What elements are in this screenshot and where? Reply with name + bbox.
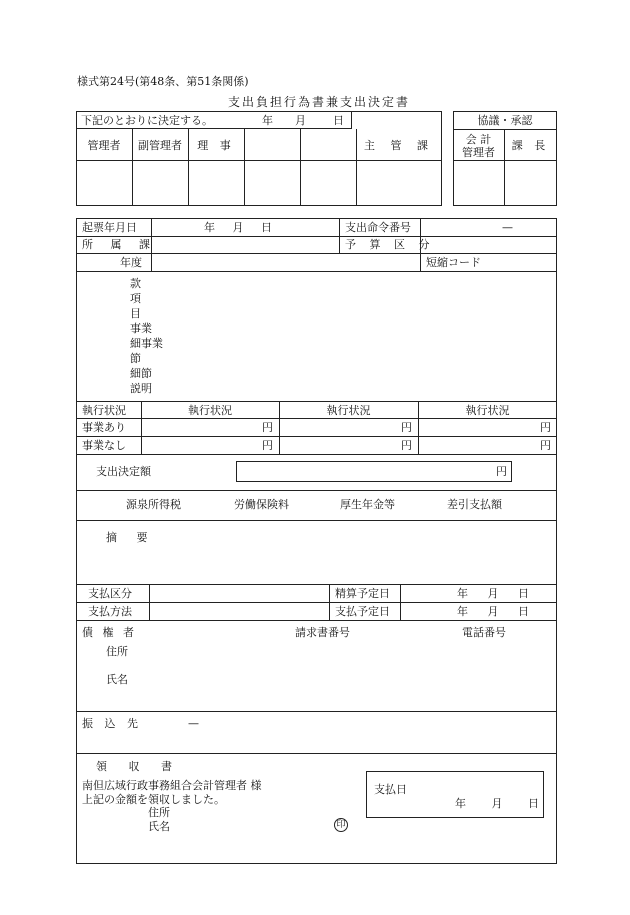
draft-date-label: 起票年月日 — [82, 221, 137, 234]
settlement-date-label: 精算予定日 — [335, 587, 390, 600]
transfer-label: 振 込 先 — [82, 717, 142, 730]
invoice-no-label: 請求書番号 — [295, 626, 350, 639]
decision-text: 下記のとおりに決定する。 — [81, 114, 213, 127]
seal-icon: 印 — [334, 818, 348, 832]
council-title: 協議・承認 — [477, 114, 533, 127]
council-col-0: 会 計 管理者 — [462, 133, 495, 159]
payment-date-value: 年 月 日 — [457, 605, 537, 618]
exec-col-1: 執行状況 — [326, 404, 371, 417]
transfer-value: — — [188, 717, 199, 730]
exec-status-label: 執行状況 — [82, 404, 126, 417]
decision-amount-field[interactable] — [236, 461, 512, 482]
yen-0-1: 円 — [401, 421, 412, 434]
phone-label: 電話番号 — [462, 626, 506, 639]
approver-0: 管理者 — [87, 139, 121, 152]
budget-label: 予 算 区 分 — [345, 238, 435, 251]
pay-date-value: 年 月 日 — [455, 797, 550, 810]
exec-col-2: 執行状況 — [465, 404, 510, 417]
approver-2: 理 事 — [197, 139, 235, 152]
exec-row-0: 事業あり — [82, 421, 126, 434]
approver-1: 副管理者 — [138, 139, 182, 152]
yen-0-2: 円 — [540, 421, 551, 434]
receipt-to: 南但広域行政事務組合会計管理者 様 — [82, 779, 262, 792]
draft-date-value: 年 月 日 — [204, 221, 279, 234]
address-label: 住所 — [106, 645, 128, 658]
decision-month: 月 — [295, 114, 306, 127]
exec-row-1: 事業なし — [82, 439, 126, 452]
deduction-2: 厚生年金等 — [340, 498, 395, 511]
deduction-3: 差引支払額 — [447, 498, 502, 511]
decision-day: 日 — [333, 114, 344, 127]
page-title: 支出負担行為書兼支出決定書 — [228, 95, 411, 109]
decision-amount-yen: 円 — [496, 465, 507, 478]
payment-date-label: 支払予定日 — [335, 605, 390, 618]
budget-item-5: 節 — [130, 352, 141, 365]
order-no-value: — — [502, 221, 513, 234]
payment-type-label: 支払区分 — [88, 587, 132, 600]
budget-item-7: 説明 — [130, 382, 152, 395]
council-col-1: 課 長 — [511, 139, 550, 152]
form-number: 様式第24号(第48条、第51条関係) — [77, 75, 249, 88]
yen-1-0: 円 — [262, 439, 273, 452]
receipt-name: 氏名 — [148, 820, 170, 833]
exec-col-0: 執行状況 — [188, 404, 232, 417]
budget-item-3: 事業 — [130, 322, 152, 335]
yen-0-0: 円 — [262, 421, 273, 434]
dept-label: 所 属 課 — [82, 238, 157, 251]
receipt-title: 領 収 書 — [96, 760, 181, 773]
approver-5: 主 管 課 — [364, 139, 434, 152]
yen-1-1: 円 — [401, 439, 412, 452]
deduction-1: 労働保険料 — [234, 498, 289, 511]
pay-date-label: 支払日 — [374, 783, 407, 796]
creditor-label: 債 権 者 — [82, 626, 137, 639]
receipt-address: 住所 — [148, 806, 170, 819]
budget-item-0: 款 — [130, 277, 141, 290]
decision-amount-label: 支出決定額 — [96, 465, 151, 478]
order-no-label: 支出命令番号 — [345, 221, 411, 234]
decision-year: 年 — [262, 114, 273, 127]
settlement-date-value: 年 月 日 — [457, 587, 537, 600]
yen-1-2: 円 — [540, 439, 551, 452]
budget-item-6: 細節 — [130, 367, 152, 380]
payment-method-label: 支払方法 — [88, 605, 132, 618]
name-label: 氏名 — [106, 673, 128, 686]
summary-label: 摘 要 — [106, 531, 156, 544]
receipt-text: 上記の金額を領収しました。 — [82, 793, 225, 806]
budget-item-1: 項 — [130, 292, 141, 305]
fiscal-year-label: 年度 — [120, 256, 142, 269]
budget-item-4: 細事業 — [130, 337, 163, 350]
budget-item-2: 目 — [130, 307, 141, 320]
short-code-label: 短縮コード — [426, 256, 481, 269]
deduction-0: 源泉所得税 — [126, 498, 181, 511]
